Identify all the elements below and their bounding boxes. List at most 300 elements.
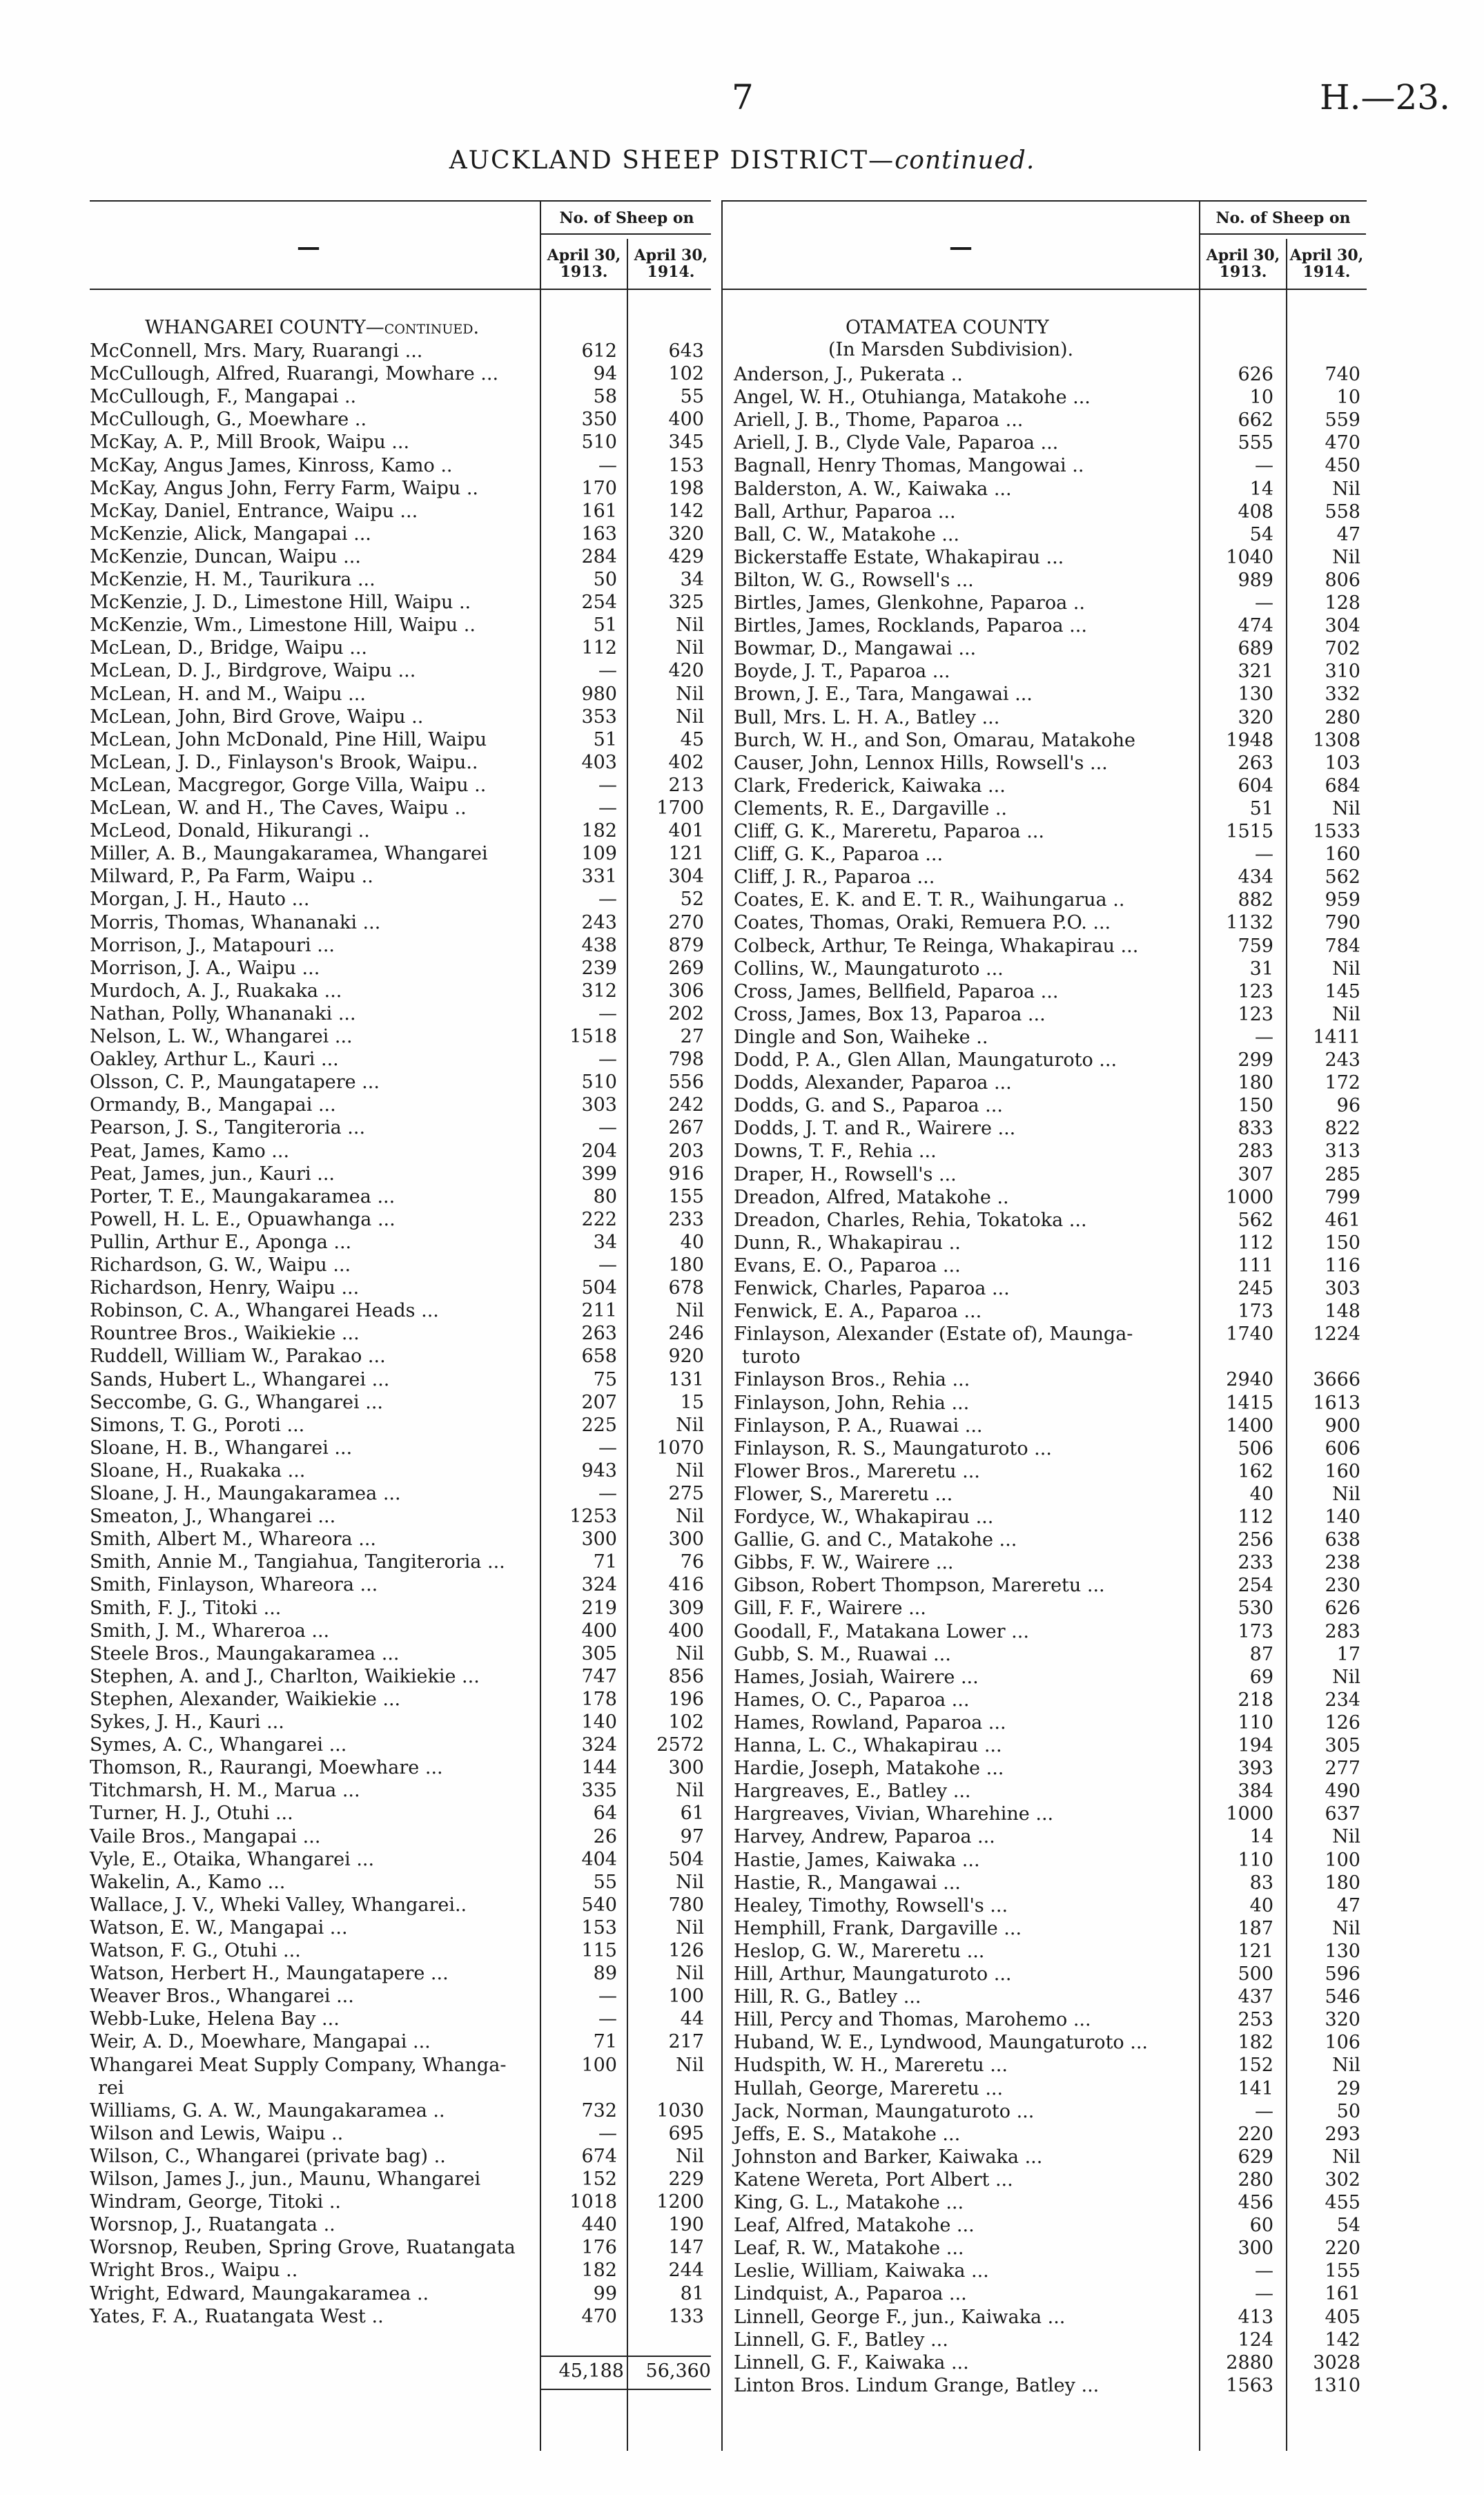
owner-name: Vaile Bros., Mangapai ... [90, 1825, 321, 1847]
owner-name: Birtles, James, Rocklands, Paparoa ... [734, 615, 1087, 637]
sheep-1913: — [1255, 2100, 1273, 2122]
sheep-1913: 243 [581, 911, 617, 933]
owner-name: Smith, Finlayson, Whareora ... [90, 1574, 378, 1596]
sheep-1913: — [598, 1437, 617, 1459]
sheep-1914: 40 [680, 1231, 704, 1253]
sheep-1914: 17 [1336, 1643, 1360, 1665]
sheep-1914: 126 [668, 1940, 704, 1961]
table-row [721, 2077, 1360, 2100]
sheep-1914: 293 [1325, 2123, 1360, 2145]
sheep-1914: 879 [668, 934, 704, 956]
sheep-1913: 350 [581, 409, 617, 431]
table-row [721, 2306, 1360, 2329]
table-row [90, 706, 704, 728]
table-row [721, 1460, 1360, 1483]
owner-name: Flower Bros., Mareretu ... [734, 1460, 980, 1482]
owner-name: Rountree Bros., Waikiekie ... [90, 1323, 360, 1345]
sheep-1914: Nil [1332, 958, 1360, 980]
sheep-1913: 71 [593, 2031, 617, 2053]
sheep-1914: 55 [680, 386, 704, 408]
sheep-1914: 313 [1325, 1140, 1360, 1163]
table-row [721, 1346, 1360, 1368]
table-row [721, 431, 1360, 454]
sheep-1913: 331 [581, 866, 617, 888]
table-row [721, 1049, 1360, 1071]
owner-name: McConnell, Mrs. Mary, Ruarangi ... [90, 340, 423, 362]
table-row [721, 2351, 1360, 2374]
owner-name: Dingle and Son, Waiheke .. [734, 1026, 988, 1048]
table-row [721, 1666, 1360, 1689]
sheep-1913: 253 [1238, 2009, 1273, 2031]
owner-name: Gibbs, F. W., Wairere ... [734, 1552, 954, 1574]
owner-name: Bilton, W. G., Rowsell's ... [734, 569, 974, 591]
table-row [721, 1643, 1360, 1666]
sheep-1913: 58 [593, 386, 617, 408]
table-row [90, 614, 704, 637]
sheep-1914: 856 [668, 1665, 704, 1687]
sheep-1914: 1310 [1313, 2374, 1360, 2396]
sheep-1914: 637 [1325, 1803, 1360, 1825]
table-row [721, 2329, 1360, 2351]
table-row [90, 797, 704, 819]
table-row [721, 1071, 1360, 1094]
sheep-1913: 408 [1238, 501, 1273, 523]
table-row [721, 2054, 1360, 2077]
owner-name: Weaver Bros., Whangarei ... [90, 1986, 354, 2008]
sheep-1913: 504 [581, 1277, 617, 1299]
table-row [90, 431, 704, 454]
sheep-1913: 182 [581, 2260, 617, 2282]
sheep-1913: 1948 [1226, 729, 1273, 751]
sheep-1914: 161 [1325, 2283, 1360, 2305]
owner-name: Hargreaves, Vivian, Wharehine ... [734, 1803, 1054, 1825]
owner-name: Pearson, J. S., Tangiteroria ... [90, 1117, 366, 1139]
sheep-1913: 112 [581, 637, 617, 659]
sheep-1914: Nil [676, 1414, 704, 1436]
sheep-1914: 102 [668, 363, 704, 385]
owner-name: Johnston and Barker, Kaiwaka ... [734, 2146, 1043, 2168]
owner-name: rei [98, 2077, 124, 2099]
sheep-1913: 100 [581, 2054, 617, 2076]
sheep-1913: 1400 [1226, 1415, 1273, 1437]
sheep-1914: Nil [676, 1916, 704, 1939]
sheep-1914: 190 [668, 2214, 704, 2236]
owner-name: Smith, F. J., Titoki ... [90, 1597, 282, 1619]
owner-name: Jack, Norman, Maungaturoto ... [734, 2100, 1035, 2122]
owner-name: Lindquist, A., Paparoa ... [734, 2283, 967, 2305]
table-row [90, 1025, 704, 1048]
sheep-1913: — [598, 774, 617, 796]
owner-name: Linnell, G. F., Batley ... [734, 2329, 948, 2351]
table-row [721, 1232, 1360, 1254]
owner-name: Hastie, James, Kaiwaka ... [734, 1849, 980, 1871]
table-row [90, 1299, 704, 1322]
owner-name: Oakley, Arthur L., Kauri ... [90, 1049, 339, 1071]
sheep-1914: 180 [1325, 1872, 1360, 1894]
sheep-1913: 218 [1238, 1689, 1273, 1711]
sheep-1913: 456 [1238, 2192, 1273, 2213]
sheep-1913: 187 [1238, 1917, 1273, 1939]
sheep-1914: Nil [1332, 1003, 1360, 1025]
owner-name: Nelson, L. W., Whangarei ... [90, 1026, 353, 1047]
sheep-1913: 80 [593, 1185, 617, 1207]
owner-name: Ariell, J. B., Thome, Paparoa ... [734, 409, 1024, 431]
sheep-1914: 50 [1336, 2100, 1360, 2122]
sheep-1913: 112 [1238, 1232, 1273, 1254]
table-row [90, 1231, 704, 1254]
sheep-1913: 123 [1238, 1003, 1273, 1025]
sheep-1913: 434 [1238, 866, 1273, 889]
sheep-1914: 684 [1325, 775, 1360, 797]
sheep-1914: 76 [680, 1551, 704, 1573]
sheep-1913: 626 [1238, 364, 1273, 385]
table-row [90, 1322, 704, 1345]
owner-name: McLean, John, Bird Grove, Waipu .. [90, 706, 424, 728]
table-row [721, 2191, 1360, 2214]
sheep-1914: Nil [1332, 1483, 1360, 1505]
table-row [721, 1689, 1360, 1711]
sheep-1914: 106 [1325, 2032, 1360, 2054]
table-row [721, 820, 1360, 843]
table-row [90, 957, 704, 980]
sheep-1913: 321 [1238, 661, 1273, 683]
sheep-1913: 10 [1249, 387, 1273, 409]
owner-name: Wallace, J. V., Wheki Valley, Whangarei.. [90, 1894, 467, 1916]
owner-name: Brown, J. E., Tara, Mangawai ... [734, 683, 1033, 706]
table-row [721, 1711, 1360, 1734]
sheep-1913: 506 [1238, 1437, 1273, 1459]
sheep-1913: 233 [1238, 1552, 1273, 1574]
sheep-1913: 1000 [1226, 1803, 1273, 1825]
sheep-1913: 71 [593, 1551, 617, 1573]
table-row [721, 1574, 1360, 1597]
sheep-1913: — [1255, 2283, 1273, 2305]
sheep-1913: 140 [581, 1711, 617, 1733]
table-row [90, 1551, 704, 1573]
owner-name: King, G. L., Matakohe ... [734, 2192, 964, 2213]
sheep-1913: 305 [581, 1642, 617, 1664]
sheep-1914: 300 [668, 1528, 704, 1551]
sheep-1913: 150 [1238, 1095, 1273, 1117]
sheep-1914: 81 [680, 2282, 704, 2304]
sheep-1914: 280 [1325, 706, 1360, 728]
sheep-1914: 3666 [1313, 1369, 1360, 1391]
table-row [90, 2213, 704, 2236]
table-row [721, 569, 1360, 592]
table-row [90, 568, 704, 591]
sheep-1913: — [598, 1986, 617, 2008]
table-row [90, 1071, 704, 1094]
sheep-1913: 612 [581, 340, 617, 362]
sheep-1913: 284 [581, 545, 617, 567]
table-row [721, 1163, 1360, 1186]
owner-name: Hames, O. C., Paparoa ... [734, 1689, 970, 1711]
owner-name: McKenzie, H. M., Taurikura ... [90, 569, 375, 590]
sheep-1913: 153 [581, 1916, 617, 1939]
table-row [90, 1825, 704, 1848]
sheep-1913: — [598, 1002, 617, 1025]
sheep-1913: 438 [581, 934, 617, 956]
sheep-1914: 1700 [656, 797, 704, 819]
owner-name: Hastie, R., Mangawai ... [734, 1872, 961, 1894]
group-rule [1200, 233, 1366, 235]
top-rule [90, 200, 711, 202]
sheep-1914: 203 [668, 1140, 704, 1162]
sheep-1913: 109 [581, 843, 617, 865]
sheep-1914: 270 [668, 911, 704, 933]
col2-header: April 30, 1914. [634, 246, 708, 281]
table-row [721, 1940, 1360, 1963]
sheep-1914: Nil [1332, 1666, 1360, 1688]
sheep-1914: 822 [1325, 1118, 1360, 1140]
sheep-1913: 440 [581, 2214, 617, 2236]
owner-name: Smith, J. M., Whareroa ... [90, 1620, 330, 1642]
sheep-1914: 243 [1325, 1049, 1360, 1071]
owner-name: Stephen, A. and J., Charlton, Waikiekie ... [90, 1665, 480, 1687]
owner-name: Linnell, George F., jun., Kaiwaka ... [734, 2306, 1066, 2328]
owner-name: Bagnall, Henry Thomas, Mangowai .. [734, 455, 1084, 477]
sheep-1913: 674 [581, 2145, 617, 2167]
page-number: 7 [732, 77, 754, 117]
table-row [721, 2031, 1360, 2054]
sheep-1913: 87 [1249, 1643, 1273, 1665]
table-row [721, 1209, 1360, 1232]
sheep-1913: 110 [1238, 1849, 1273, 1871]
sheep-1914: 606 [1325, 1437, 1360, 1459]
table-row [721, 637, 1360, 660]
table-row [90, 340, 704, 362]
table-row [90, 1688, 704, 1711]
owner-name: McKay, Daniel, Entrance, Waipu ... [90, 500, 418, 522]
sheep-1913: 123 [1238, 980, 1273, 1002]
table-row [90, 1094, 704, 1116]
owner-name: Milward, P., Pa Farm, Waipu .. [90, 866, 373, 888]
owner-name: McLean, John McDonald, Pine Hill, Waipu [90, 728, 487, 750]
sheep-1914: 160 [1325, 844, 1360, 866]
sheep-1914: 269 [668, 957, 704, 979]
table-row [721, 1392, 1360, 1415]
sheep-1914: 420 [668, 660, 704, 682]
table-row [90, 385, 704, 408]
sheep-1914: 153 [668, 454, 704, 476]
owner-name: Bowmar, D., Mangawai ... [734, 638, 977, 660]
sheep-1914: Nil [1332, 2146, 1360, 2168]
sheep-1913: 121 [1238, 1940, 1273, 1962]
sheep-1913: 510 [581, 1071, 617, 1094]
sheep-1913: 393 [1238, 1758, 1273, 1780]
owner-name: Linnell, G. F., Kaiwaka ... [734, 2351, 969, 2373]
table-row [90, 523, 704, 545]
sheep-1914: 44 [680, 2008, 704, 2030]
sheep-1914: 54 [1336, 2215, 1360, 2237]
sheep-1914: 238 [1325, 1552, 1360, 1574]
sheep-1914: 150 [1325, 1232, 1360, 1254]
table-row [90, 477, 704, 500]
sheep-1914: 562 [1325, 866, 1360, 889]
owner-name: Robinson, C. A., Whangarei Heads ... [90, 1300, 439, 1322]
sheep-1913: 662 [1238, 409, 1273, 431]
sheep-1913: 173 [1238, 1620, 1273, 1642]
owner-name: Dodds, J. T. and R., Wairere ... [734, 1118, 1016, 1140]
sheep-1914: 47 [1336, 1894, 1360, 1916]
table-row [90, 1985, 704, 2008]
sheep-1913: — [1255, 1026, 1273, 1048]
owner-name: McKenzie, Duncan, Waipu ... [90, 545, 361, 567]
owner-name: Whangarei Meat Supply Company, Whanga- [90, 2054, 507, 2076]
table-row [90, 1276, 704, 1299]
table-row [721, 958, 1360, 980]
sheep-1914: 559 [1325, 409, 1360, 431]
sheep-1913: 254 [581, 592, 617, 614]
table-row [721, 2123, 1360, 2146]
header-rule [721, 289, 1367, 290]
sheep-1913: 1515 [1226, 821, 1273, 842]
table-row [90, 2305, 704, 2328]
owner-name: Bickerstaffe Estate, Whakapirau ... [734, 546, 1064, 568]
sheep-1914: 275 [668, 1483, 704, 1504]
sheep-1914: 401 [668, 820, 704, 842]
owner-name: Wright, Edward, Maungakaramea .. [90, 2282, 429, 2304]
table-row [721, 1277, 1360, 1300]
owner-name: Peat, James, Kamo ... [90, 1140, 290, 1162]
owner-name: Watson, F. G., Otuhi ... [90, 1940, 301, 1961]
owner-name: Morrison, J. A., Waipu ... [90, 957, 320, 979]
owner-name: Hames, Josiah, Wairere ... [734, 1666, 979, 1688]
sheep-1913: 263 [1238, 752, 1273, 774]
table-row [90, 728, 704, 751]
sheep-1914: Nil [676, 2054, 704, 2076]
sheep-1914: Nil [676, 2145, 704, 2167]
table-row [721, 752, 1360, 775]
table-row [90, 1459, 704, 1482]
sheep-1914: 198 [668, 477, 704, 499]
sheep-1914: 97 [680, 1825, 704, 1847]
owner-name: Webb-Luke, Helena Bay ... [90, 2008, 340, 2030]
sheep-1913: 83 [1249, 1872, 1273, 1894]
sheep-1914: 202 [668, 1002, 704, 1025]
sheep-1913: 14 [1249, 1826, 1273, 1848]
table-row [90, 1528, 704, 1551]
table-row [721, 2214, 1360, 2237]
owner-name: Harvey, Andrew, Paparoa ... [734, 1826, 995, 1848]
sheep-1914: Nil [1332, 546, 1360, 568]
table-row [90, 2191, 704, 2213]
sheep-1914: 180 [668, 1254, 704, 1276]
table-row [721, 592, 1360, 614]
owner-name: Boyde, J. T., Paparoa ... [734, 661, 950, 683]
sheep-1914: 1224 [1313, 1323, 1360, 1346]
table-row [721, 1117, 1360, 1140]
table-row [90, 1620, 704, 1642]
sheep-1913: — [1255, 592, 1273, 614]
table-row [721, 1963, 1360, 1986]
table-row [90, 1848, 704, 1871]
sheep-1913: 300 [581, 1528, 617, 1551]
sheep-1913: — [598, 454, 617, 476]
sheep-1913: 99 [593, 2282, 617, 2304]
sheep-1914: 920 [668, 1346, 704, 1368]
sheep-1914: 304 [1325, 615, 1360, 637]
owner-name: Colbeck, Arthur, Te Reinga, Whakapirau ... [734, 935, 1139, 957]
owner-name: Sands, Hubert L., Whangarei ... [90, 1368, 390, 1390]
page-title [0, 146, 1484, 175]
sheep-1913: — [1255, 844, 1273, 866]
sheep-1913: 60 [1249, 2215, 1273, 2237]
sheep-1914: Nil [1332, 1826, 1360, 1848]
owner-name: Titchmarsh, H. M., Marua ... [90, 1780, 360, 1802]
owner-name: Williams, G. A. W., Maungakaramea .. [90, 2099, 445, 2122]
owner-name: Smeaton, J., Whangarei ... [90, 1506, 336, 1528]
sheep-1913: 404 [581, 1848, 617, 1870]
owner-name: McLeod, Donald, Hikurangi .. [90, 820, 370, 842]
sheep-1914: 130 [1325, 1940, 1360, 1962]
sheep-1914: 116 [1325, 1254, 1360, 1276]
sheep-1914: 300 [668, 1757, 704, 1779]
sheep-1914: 160 [1325, 1460, 1360, 1482]
sheep-1913: 413 [1238, 2306, 1273, 2328]
group-rule [541, 233, 711, 235]
sheep-1914: 400 [668, 1620, 704, 1642]
owner-name: Murdoch, A. J., Ruakaka ... [90, 980, 342, 1002]
sheep-1914: 229 [668, 2168, 704, 2190]
sheep-1914: 798 [668, 1049, 704, 1071]
table-row [721, 1528, 1360, 1551]
sheep-1913: 111 [1238, 1254, 1273, 1276]
sheep-1913: 211 [581, 1300, 617, 1322]
owner-name: Gubb, S. M., Ruawai ... [734, 1643, 951, 1665]
table-row [90, 2077, 704, 2099]
sheep-1913: 152 [1238, 2055, 1273, 2077]
sheep-1914: 128 [1325, 592, 1360, 614]
owner-name: Dodds, Alexander, Paparoa ... [734, 1072, 1012, 1094]
table-row [90, 1140, 704, 1163]
table-row [90, 751, 704, 774]
sheep-1913: 141 [1238, 2077, 1273, 2099]
section-subtitle: (In Marsden Subdivision). [828, 339, 1074, 360]
sheep-1914: 402 [668, 751, 704, 773]
sheep-1914: 1200 [656, 2191, 704, 2213]
sheep-1914: 1533 [1313, 821, 1360, 842]
sheep-1913: 1253 [569, 1506, 617, 1528]
owner-name: Leaf, Alfred, Matakohe ... [734, 2215, 975, 2237]
sheep-1914: 102 [668, 1711, 704, 1733]
sheep-1913: 747 [581, 1665, 617, 1687]
sheep-1913: 403 [581, 751, 617, 773]
sheep-1914: 959 [1325, 889, 1360, 911]
table-row [90, 1642, 704, 1665]
sheep-1913: 219 [581, 1597, 617, 1619]
table-row [721, 2008, 1360, 2031]
table-row [721, 1026, 1360, 1049]
table-row [721, 889, 1360, 911]
table-row [721, 980, 1360, 1003]
owner-name: Hanna, L. C., Whakapirau ... [734, 1735, 1002, 1756]
sheep-1914: 242 [668, 1094, 704, 1116]
sheep-1914: 302 [1325, 2168, 1360, 2191]
owner-name: Miller, A. B., Maungakaramea, Whangarei [90, 843, 488, 865]
owner-name: Olsson, C. P., Maungatapere ... [90, 1071, 380, 1094]
sheep-1914: Nil [676, 1642, 704, 1664]
sheep-1914: Nil [1332, 797, 1360, 819]
owner-name: Watson, Herbert H., Maungatapere ... [90, 1963, 449, 1985]
sheep-1914: 1411 [1313, 1026, 1360, 1048]
sheep-1913: 500 [1238, 1963, 1273, 1985]
owner-name: Downs, T. F., Rehia ... [734, 1140, 937, 1163]
owner-name: Coates, Thomas, Oraki, Remuera P.O. ... [734, 912, 1111, 934]
sheep-1913: 40 [1249, 1483, 1273, 1505]
owner-name: Symes, A. C., Whangarei ... [90, 1734, 347, 1756]
table-row [721, 729, 1360, 752]
